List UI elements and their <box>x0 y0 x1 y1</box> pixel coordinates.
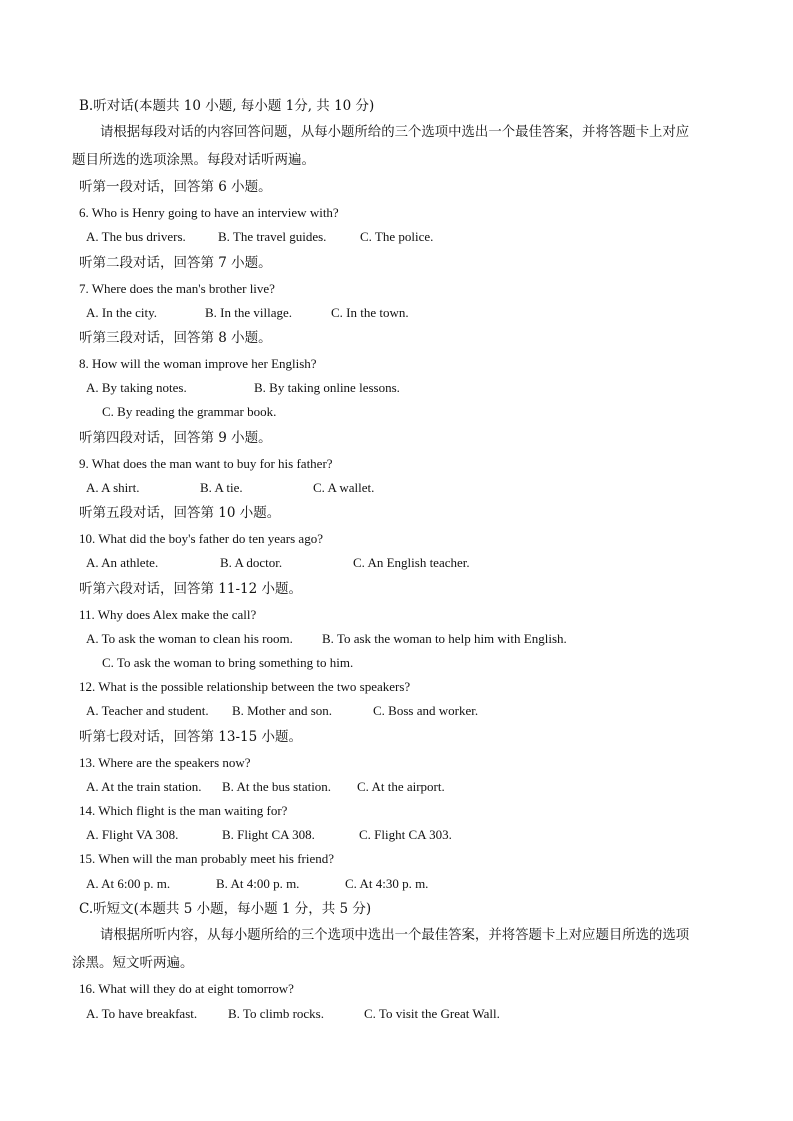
question-12-stem: 12. What is the possible relationship between the two speakers? <box>79 679 411 694</box>
question-12-option-b: B. Mother and son. <box>232 703 333 718</box>
question-13-stem: 13. Where are the speakers now? <box>79 755 251 770</box>
question-8-stem: 8. How will the woman improve her English? <box>79 356 317 371</box>
question-14-option-b: B. Flight CA 308. <box>222 827 315 842</box>
question-11-option-a: A. To ask the woman to clean his room. <box>86 631 293 646</box>
question-14-option-c: C. Flight CA 303. <box>359 827 452 842</box>
question-15-option-c: C. At 4:30 p. m. <box>345 876 429 891</box>
question-7-option-b: B. In the village. <box>205 305 293 320</box>
question-16-option-b: B. To climb rocks. <box>228 1006 324 1021</box>
question-9-option-c: C. A wallet. <box>313 480 375 495</box>
segment-1-label: 听第一段对话，回答第 6 小题。 <box>79 179 272 195</box>
question-15-option-b: B. At 4:00 p. m. <box>216 876 300 891</box>
segment-6-label: 听第六段对话，回答第 11-12 小题。 <box>79 581 303 597</box>
segment-3-label: 听第三段对话，回答第 8 小题。 <box>79 330 272 346</box>
question-11-option-b: B. To ask the woman to help him with English. <box>322 631 567 646</box>
section-b-instruction-1: 请根据每段对话的内容回答问题，从每小题所给的三个选项中选出一个最佳答案，并将答题卡上对应 <box>100 125 690 140</box>
question-13-option-a: A. At the train station. <box>86 779 202 794</box>
question-12-option-a: A. Teacher and student. <box>86 703 209 718</box>
question-6-option-b: B. The travel guides. <box>218 229 327 244</box>
segment-4-label: 听第四段对话，回答第 9 小题。 <box>79 430 272 446</box>
question-14-option-a: A. Flight VA 308. <box>86 827 179 842</box>
question-7-option-a: A. In the city. <box>86 305 157 320</box>
question-15-option-a: A. At 6:00 p. m. <box>86 876 171 891</box>
section-c-heading: C.听短文(本题共 5 小题，每小题 1 分，共 5 分) <box>79 901 372 917</box>
question-9-option-b: B. A tie. <box>200 480 243 495</box>
question-9-stem: 9. What does the man want to buy for his father? <box>79 456 333 471</box>
segment-7-label: 听第七段对话，回答第 13-15 小题。 <box>79 729 303 745</box>
question-10-stem: 10. What did the boy's father do ten years ago? <box>79 531 323 546</box>
question-7-stem: 7. Where does the man's brother live? <box>79 281 275 296</box>
section-c-instruction-1: 请根据所听内容，从每小题所给的三个选项中选出一个最佳答案，并将答题卡上对应题目所选的选项 <box>100 928 690 943</box>
question-6-option-c: C. The police. <box>360 229 434 244</box>
question-15-stem: 15. When will the man probably meet his friend? <box>79 851 334 866</box>
question-6-stem: 6. Who is Henry going to have an interview with? <box>79 205 339 220</box>
section-b-instruction-2: 题目所选的选项涂黑。每段对话听两遍。 <box>72 152 315 168</box>
question-9-option-a: A. A shirt. <box>86 480 140 495</box>
question-11-option-c: C. To ask the woman to bring something to him. <box>102 655 354 670</box>
question-11-stem: 11. Why does Alex make the call? <box>79 607 257 622</box>
question-8-option-a: A. By taking notes. <box>86 380 187 395</box>
question-10-option-a: A. An athlete. <box>86 555 159 570</box>
question-10-option-c: C. An English teacher. <box>353 555 470 570</box>
question-7-option-c: C. In the town. <box>331 305 409 320</box>
question-16-stem: 16. What will they do at eight tomorrow? <box>79 981 294 996</box>
segment-5-label: 听第五段对话，回答第 10 小题。 <box>79 505 281 521</box>
section-c-instruction-2: 涂黑。短文听两遍。 <box>72 955 194 971</box>
question-6-option-a: A. The bus drivers. <box>86 229 186 244</box>
question-13-option-c: C. At the airport. <box>357 779 445 794</box>
question-16-option-c: C. To visit the Great Wall. <box>364 1006 500 1021</box>
question-10-option-b: B. A doctor. <box>220 555 283 570</box>
segment-2-label: 听第二段对话，回答第 7 小题。 <box>79 255 272 271</box>
question-8-option-c: C. By reading the grammar book. <box>102 404 277 419</box>
question-14-stem: 14. Which flight is the man waiting for? <box>79 803 288 818</box>
question-8-option-b: B. By taking online lessons. <box>254 380 400 395</box>
section-b-heading: B.听对话(本题共 10 小题, 每小题 1分, 共 10 分) <box>79 98 375 114</box>
question-13-option-b: B. At the bus station. <box>222 779 332 794</box>
question-16-option-a: A. To have breakfast. <box>86 1006 198 1021</box>
question-12-option-c: C. Boss and worker. <box>373 703 479 718</box>
